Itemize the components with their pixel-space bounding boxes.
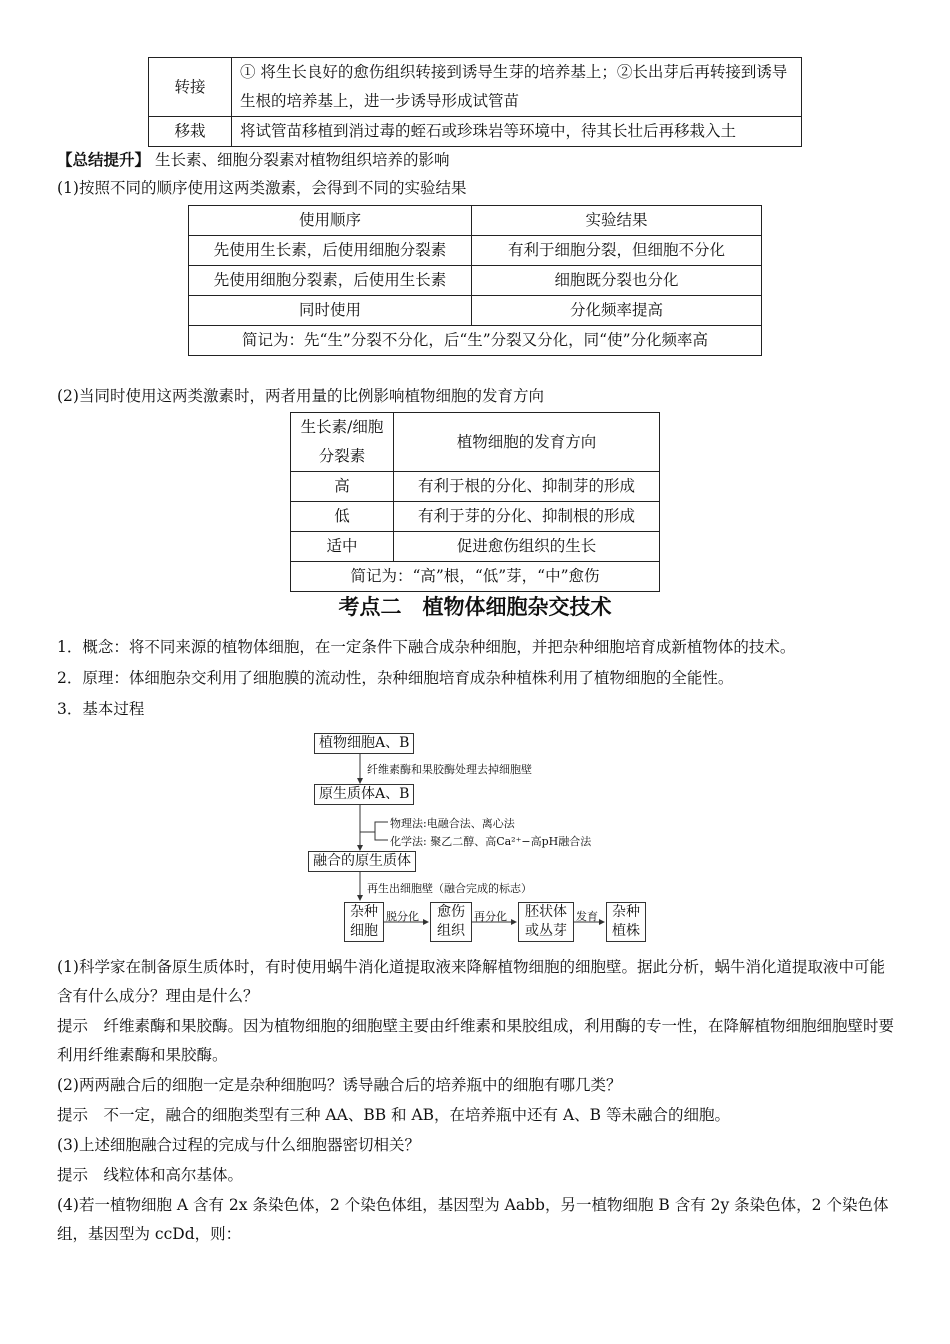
table-row [291, 502, 660, 532]
table-cell: 高 [291, 472, 394, 502]
summary-point-2: (2)当同时使用这两类激素时，两者用量的比例影响植物细胞的发育方向 [57, 387, 544, 405]
table-cell: 先使用生长素，后使用细胞分裂素 [189, 236, 472, 266]
table-header-row [291, 413, 660, 472]
principle-item: 2．原理：体细胞杂交利用了细胞膜的流动性，杂种细胞培育成杂种植株利用了植物细胞的全能性。 [57, 669, 734, 687]
table-row [189, 266, 762, 296]
table-header: 植物细胞的发育方向 [394, 413, 660, 472]
flow-box-fused-protoplast: 融合的原生质体 [308, 851, 416, 872]
question-1: (1)科学家在制备原生质体时，有时使用蜗牛消化道提取液来降解植物细胞的细胞壁。据此分析，蜗牛消化道提取液中可能含有什么成分？理由是什么？ [57, 958, 885, 1005]
answer-1: 提示 纤维素酶和果胶酶。因为植物细胞的细胞壁主要由纤维素和果胶组成，利用酶的专一性，在降解植物细胞细胞壁时要利用纤维素酶和果胶酶。 [57, 1017, 895, 1064]
flow-box-callus: 愈伤组织 [430, 902, 472, 942]
table-note: 简记为：先“生”分裂不分化，后“生”分裂又分化，同“使”分化频率高 [189, 326, 762, 356]
summary-label: 【总结提升】 [57, 150, 151, 169]
flow-box-hybrid-cell: 杂种细胞 [344, 902, 384, 942]
process-table [148, 57, 802, 147]
table-note: 简记为：“高”根，“低”芽，“中”愈伤 [291, 562, 660, 592]
process-flow-diagram [300, 730, 660, 945]
table-cell: 转接 [149, 58, 232, 117]
table-cell: 同时使用 [189, 296, 472, 326]
flow-step-cell-wall: 再生出细胞壁（融合完成的标志） [367, 882, 532, 895]
summary-heading [57, 145, 895, 175]
flow-step-dedifferentiation: 脱分化 [386, 910, 419, 923]
table-cell: 移栽 [149, 117, 232, 147]
table-row [189, 326, 762, 356]
concept-item: 1．概念：将不同来源的植物体细胞，在一定条件下融合成杂种细胞，并把杂种细胞培育成新植物体的技术。 [57, 638, 796, 656]
table-cell: 适中 [291, 532, 394, 562]
table-row [291, 562, 660, 592]
summary-text: 生长素、细胞分裂素对植物组织培养的影响 [154, 151, 450, 169]
table-cell: 有利于根的分化、抑制芽的形成 [394, 472, 660, 502]
table-cell: 先使用细胞分裂素，后使用生长素 [189, 266, 472, 296]
question-2: (2)两两融合后的细胞一定是杂种细胞吗？诱导融合后的培养瓶中的细胞有哪几类？ [57, 1076, 622, 1094]
process-item: 3．基本过程 [57, 700, 145, 718]
table-cell: 将试管苗移植到消过毒的蛭石或珍珠岩等环境中，待其长壮后再移栽入土 [232, 117, 802, 147]
answer-3: 提示 线粒体和高尔基体。 [57, 1166, 244, 1184]
flow-box-plant-cells: 植物细胞A、B [314, 733, 414, 754]
flow-box-hybrid-plant: 杂种植株 [606, 902, 646, 942]
table-cell: ① 将生长良好的愈伤组织转接到诱导生芽的培养基上；②长出芽后再转接到诱导生根的培养基上，进一步诱导形成试管苗 [232, 58, 802, 117]
table-row [291, 532, 660, 562]
table-header: 实验结果 [472, 206, 762, 236]
table-header-row [189, 206, 762, 236]
table-row [149, 58, 802, 117]
hormone-ratio-table [290, 412, 660, 592]
flow-box-embryoid: 胚状体或丛芽 [518, 902, 574, 942]
table-row [189, 296, 762, 326]
flow-step-development: 发育 [576, 910, 598, 923]
flow-step-redifferentiation: 再分化 [474, 910, 507, 923]
table-row [189, 236, 762, 266]
question-3: (3)上述细胞融合过程的完成与什么细胞器密切相关？ [57, 1136, 420, 1154]
table-cell: 低 [291, 502, 394, 532]
table-header: 使用顺序 [189, 206, 472, 236]
table-cell: 有利于芽的分化、抑制根的形成 [394, 502, 660, 532]
table-cell: 有利于细胞分裂，但细胞不分化 [472, 236, 762, 266]
flow-chemical-method: 化学法: 聚乙二醇、高Ca²⁺−高pH融合法 [390, 835, 592, 848]
summary-point-1: (1)按照不同的顺序使用这两类激素，会得到不同的实验结果 [57, 179, 467, 197]
table-cell: 分化频率提高 [472, 296, 762, 326]
hormone-order-table [188, 205, 762, 356]
flow-step-enzyme: 纤维素酶和果胶酶处理去掉细胞壁 [367, 763, 532, 776]
answer-2: 提示 不一定，融合的细胞类型有三种 AA、BB 和 AB，在培养瓶中还有 A、B 等未融合的细胞。 [57, 1106, 730, 1124]
section-title: 考点二 植物体细胞杂交技术 [338, 595, 612, 619]
table-row [291, 472, 660, 502]
table-cell: 促进愈伤组织的生长 [394, 532, 660, 562]
table-row [149, 117, 802, 147]
table-header: 生长素/细胞分裂素 [291, 413, 394, 472]
flow-physical-method: 物理法:电融合法、离心法 [390, 817, 515, 830]
flow-box-protoplast: 原生质体A、B [314, 784, 414, 805]
question-4: (4)若一植物细胞 A 含有 2x 条染色体，2 个染色体组，基因型为 Aabb，另一植物细胞 B 含有 2y 条染色体，2 个染色体组，基因型为 ccDd，则： [57, 1196, 889, 1243]
table-cell: 细胞既分裂也分化 [472, 266, 762, 296]
